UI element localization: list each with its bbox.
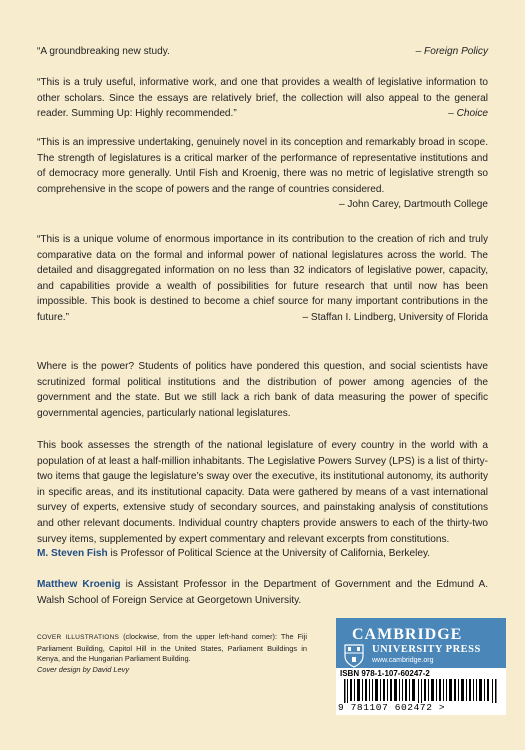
author-bio-2 (37, 577, 488, 608)
praise-quote-2 (37, 75, 488, 122)
praise-source-3: – John Carey, Dartmouth College (338, 199, 488, 211)
author-name-2: Matthew Kroenig (37, 579, 121, 590)
cover-design-credit: Cover design by David Levy (37, 664, 130, 674)
praise-text-4: “This is a unique volume of enormous importance in its contribution to the creation of rich and truly comparative data on the formal and informal power of national legislatures across the world. The detailed and disaggregated information on no less than 32 indicators of legislative power, capacity, and capabilities provide a wealth of possibilities for future research that until now has been impossible. This book is destined to become a chief source for many important contributions in the future.” (37, 234, 488, 323)
description-paragraph-1: Where is the power? Students of politics have pondered this question, and social scientists have scrutinized formal political institutions and the distribution of power among agencies of the government and the state. But we still lack a rich bank of data measuring the power of specific governmental agencies, particularly national legislatures. (37, 361, 488, 419)
praise-source-2: – Choice (448, 108, 488, 120)
praise-quote-4 (37, 232, 488, 326)
publisher-name: CAMBRIDGE (352, 626, 463, 643)
praise-quote-3 (37, 135, 488, 213)
publisher-url: www.cambridge.org (372, 657, 434, 664)
cover-credits-text: (clockwise, from the upper left-hand corner): The Fiji Parliament Building, Capitol Hill in the United States, Parliament Buildings in Kenya, and the Hungarian Parliament Building. (37, 632, 307, 663)
praise-text-1: “A groundbreaking new study. (37, 46, 170, 57)
description-paragraph-2: This book assesses the strength of the national legislature of every country in the world with a population of at least a half-million inhabitants. The Legislative Powers Survey (LPS) is a list of thirty-two items that gauge the legislature’s sway over the executive, its institutional autonomy, its authority in specific areas, and its institutional capacity. Data were gathered by means of a vast international survey of experts, extensive study of secondary sources, and painstaking analysis of constitutions and other relevant documents. Individual country chapters provide answers to each of the thirty-two survey items, supplemented by expert commentary and relevant excerpts from constitutions. (37, 440, 488, 545)
author-bio-text-1: is Professor of Political Science at the University of California, Berkeley. (107, 548, 431, 559)
author-bio-1 (37, 546, 488, 562)
author-bio-text-2: is Assistant Professor in the Department of Government and the Edmund A. Walsh School of Foreign Service at Georgetown University. (37, 579, 489, 606)
praise-text-3: “This is an impressive undertaking, genuinely novel in its conception and remarkably broad in scope. The strength of legislatures is a critical marker of the performance of representative institutions and of democracy more generally. Until Fish and Kroenig, there was no metric of legislative strength so comprehensive in the scope of powers and the range of countries considered. (37, 137, 488, 195)
praise-source-1: – Foreign Policy (415, 46, 488, 57)
praise-quote-1 (37, 44, 488, 60)
praise-source-4: – Staffan I. Lindberg, University of Florida (302, 311, 488, 323)
isbn-label: ISBN 978-1-107-60247-2 (340, 669, 430, 678)
publisher-subtitle: UNIVERSITY PRESS (372, 644, 481, 655)
barcode-bars (344, 679, 498, 703)
author-name-1: M. Steven Fish (37, 548, 108, 559)
praise-text-2: “This is a truly useful, informative work, and one that provides a wealth of legislative information to other scholars. Since the essays are relatively brief, the collection will also appeal to the general reader. Summing Up: Highly recommended.” (37, 77, 488, 120)
cambridge-shield-icon (344, 644, 364, 668)
isbn-barcode (336, 668, 506, 715)
cover-credits-label: COVER ILLUSTRATIONS (37, 634, 120, 641)
cover-credits (37, 632, 307, 675)
isbn-digits: 9 781107 602472 > (338, 702, 446, 713)
